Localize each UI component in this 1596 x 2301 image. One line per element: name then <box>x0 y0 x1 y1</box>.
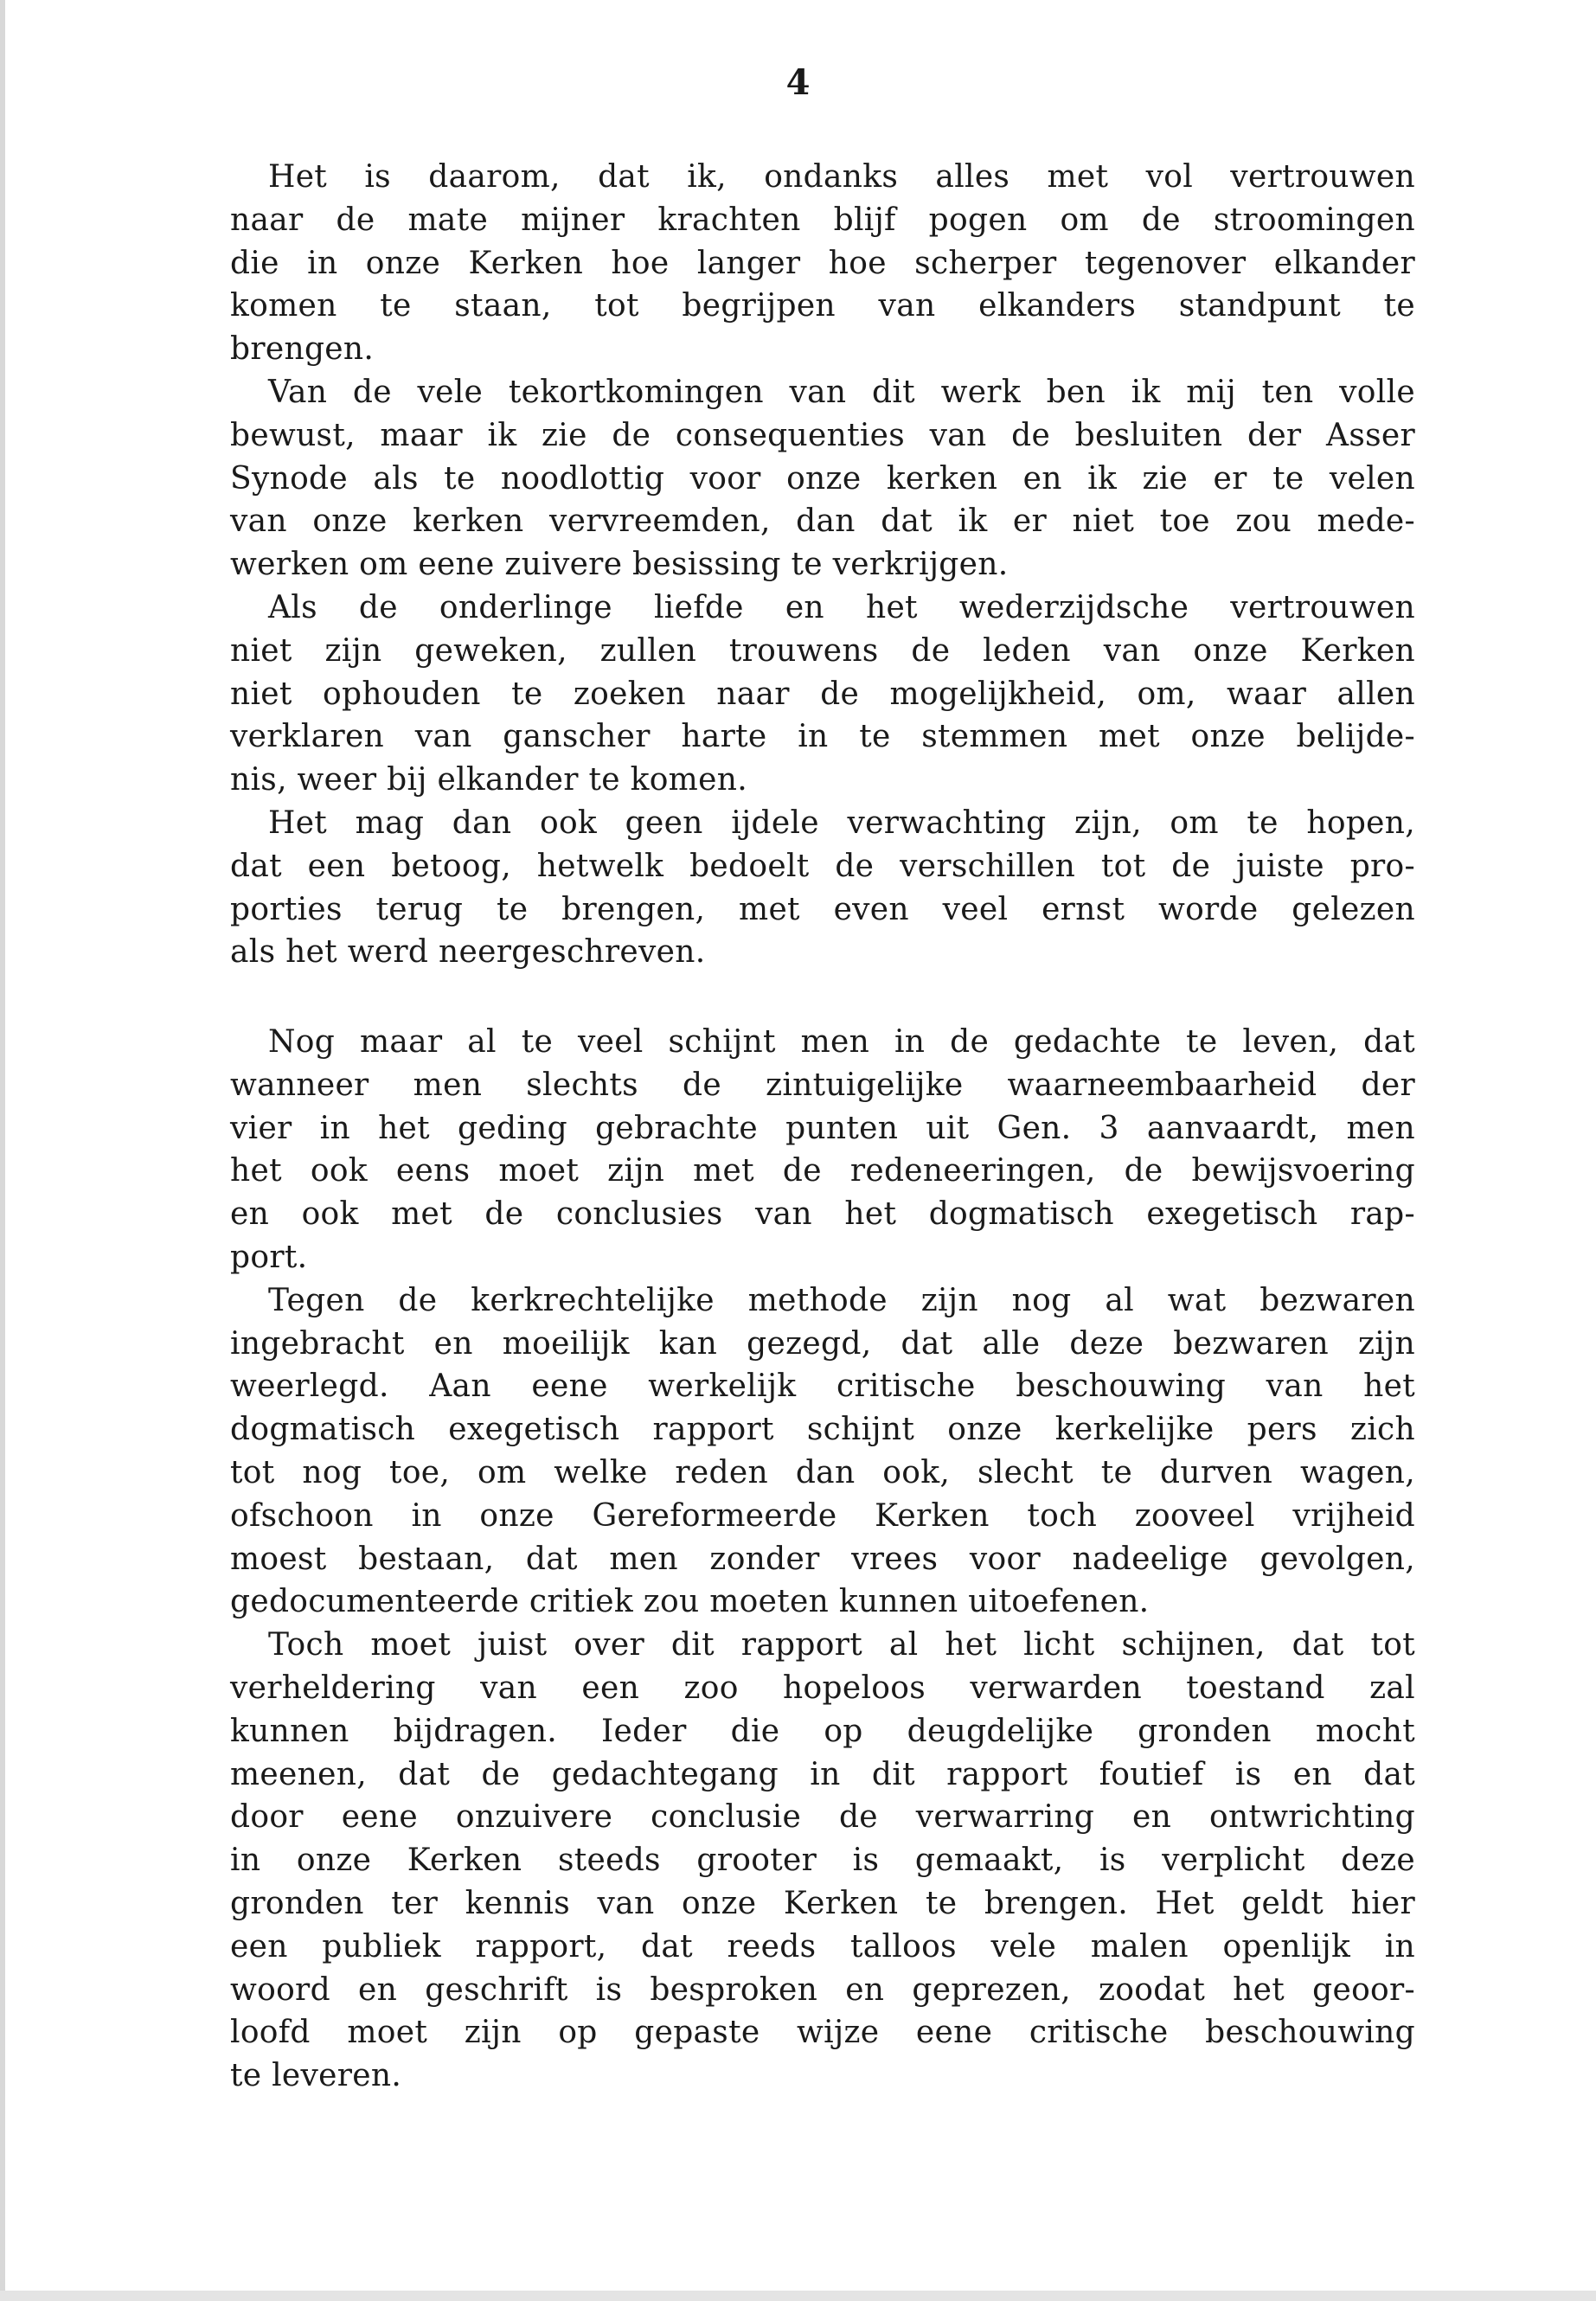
text-line: Het is daarom, dat ik, ondanks alles met vol vertrouwen <box>268 159 1415 195</box>
text-section-2 <box>230 1021 1415 2098</box>
text-line: tot nog toe, om welke reden dan ook, slecht te durven wagen, <box>230 1454 1415 1490</box>
text-line: gedocumenteerde critiek zou moeten kunnen uitoefenen. <box>230 1584 1150 1620</box>
text-line: wanneer men slechts de zintuigelijke waarneembaarheid der <box>230 1067 1415 1103</box>
text-line: gronden ter kennis van onze Kerken te brengen. Het geldt hier <box>230 1885 1415 1921</box>
text-line: weerlegd. Aan eene werkelijk critische beschouwing van het <box>230 1368 1415 1405</box>
text-line: dat een betoog, hetwelk bedoelt de verschillen tot de juiste pro- <box>230 848 1415 884</box>
text-line: bewust, maar ik zie de consequenties van de besluiten der Asser <box>230 417 1415 453</box>
text-line: vier in het geding gebrachte punten uit Gen. 3 aanvaardt, men <box>230 1110 1415 1146</box>
text-line: Tegen de kerkrechtelijke methode zijn nog al wat bezwaren <box>268 1282 1415 1318</box>
text-line: port. <box>230 1239 308 1275</box>
text-line: verheldering van een zoo hopeloos verwarden toestand zal <box>230 1670 1415 1706</box>
text-section-1 <box>230 156 1415 974</box>
paragraph <box>230 586 1415 802</box>
text-line: meenen, dat de gedachtegang in dit rapport foutief is en dat <box>230 1756 1415 1792</box>
text-line: het ook eens moet zijn met de redeneeringen, de bewijsvoering <box>230 1153 1415 1189</box>
text-line: Nog maar al te veel schijnt men in de gedachte te leven, dat <box>268 1024 1415 1060</box>
text-line: naar de mate mijner krachten blijf pogen om de stroomingen <box>230 202 1415 238</box>
text-line: door eene onzuivere conclusie de verwarring en ontwrichting <box>230 1799 1415 1836</box>
paragraph <box>230 1021 1415 1279</box>
text-line: van onze kerken vervreemden, dan dat ik er niet toe zou mede- <box>230 503 1415 540</box>
paragraph <box>230 156 1415 371</box>
text-line: Als de onderlinge liefde en het wederzijdsche vertrouwen <box>268 589 1415 625</box>
text-line: moest bestaan, dat men zonder vrees voor nadeelige gevolgen, <box>230 1541 1415 1577</box>
page-number: 4 <box>785 62 811 103</box>
paragraph <box>230 1279 1415 1624</box>
paragraph <box>230 802 1415 974</box>
text-line: niet ophouden te zoeken naar de mogelijkheid, om, waar allen <box>230 676 1415 712</box>
text-line: te leveren. <box>230 2058 402 2094</box>
text-line: verklaren van ganscher harte in te stemmen met onze belijde- <box>230 719 1415 755</box>
text-line: loofd moet zijn op gepaste wijze eene critische beschouwing <box>230 2015 1415 2051</box>
paragraph <box>230 371 1415 586</box>
text-line: porties terug te brengen, met even veel ernst worde gelezen <box>230 891 1415 927</box>
text-line: en ook met de conclusies van het dogmatisch exegetisch rap- <box>230 1196 1415 1233</box>
text-line: Van de vele tekortkomingen van dit werk ben ik mij ten volle <box>268 374 1415 410</box>
text-line: een publiek rapport, dat reeds talloos vele malen openlijk in <box>230 1928 1415 1965</box>
text-line: komen te staan, tot begrijpen van elkanders standpunt te <box>230 288 1415 324</box>
scan-edge-left <box>0 0 5 2301</box>
text-line: nis, weer bij elkander te komen. <box>230 762 747 798</box>
text-line: als het werd neergeschreven. <box>230 934 706 971</box>
text-line: dogmatisch exegetisch rapport schijnt onze kerkelijke pers zich <box>230 1412 1415 1448</box>
text-line: woord en geschrift is besproken en geprezen, zoodat het geoor- <box>230 1971 1415 2008</box>
text-line: ofschoon in onze Gereformeerde Kerken toch zooveel vrijheid <box>230 1497 1415 1534</box>
text-line: brengen. <box>230 331 375 368</box>
text-line: werken om eene zuivere besissing te verkrijgen. <box>230 547 1009 583</box>
text-line: Synode als te noodlottig voor onze kerken en ik zie er te velen <box>230 460 1415 497</box>
text-line: kunnen bijdragen. Ieder die op deugdelijke gronden mocht <box>230 1713 1415 1749</box>
text-line: niet zijn geweken, zullen trouwens de leden van onze Kerken <box>230 632 1415 669</box>
paragraph <box>230 1624 1415 2098</box>
text-line: Toch moet juist over dit rapport al het licht schijnen, dat tot <box>268 1627 1415 1663</box>
text-line: die in onze Kerken hoe langer hoe scherper tegenover elkander <box>230 245 1415 281</box>
scan-edge-bottom <box>0 2291 1596 2301</box>
text-line: in onze Kerken steeds grooter is gemaakt, is verplicht deze <box>230 1843 1415 1879</box>
text-line: ingebracht en moeilijk kan gezegd, dat alle deze bezwaren zijn <box>230 1325 1415 1362</box>
text-line: Het mag dan ook geen ijdele verwachting zijn, om te hopen, <box>268 804 1415 841</box>
